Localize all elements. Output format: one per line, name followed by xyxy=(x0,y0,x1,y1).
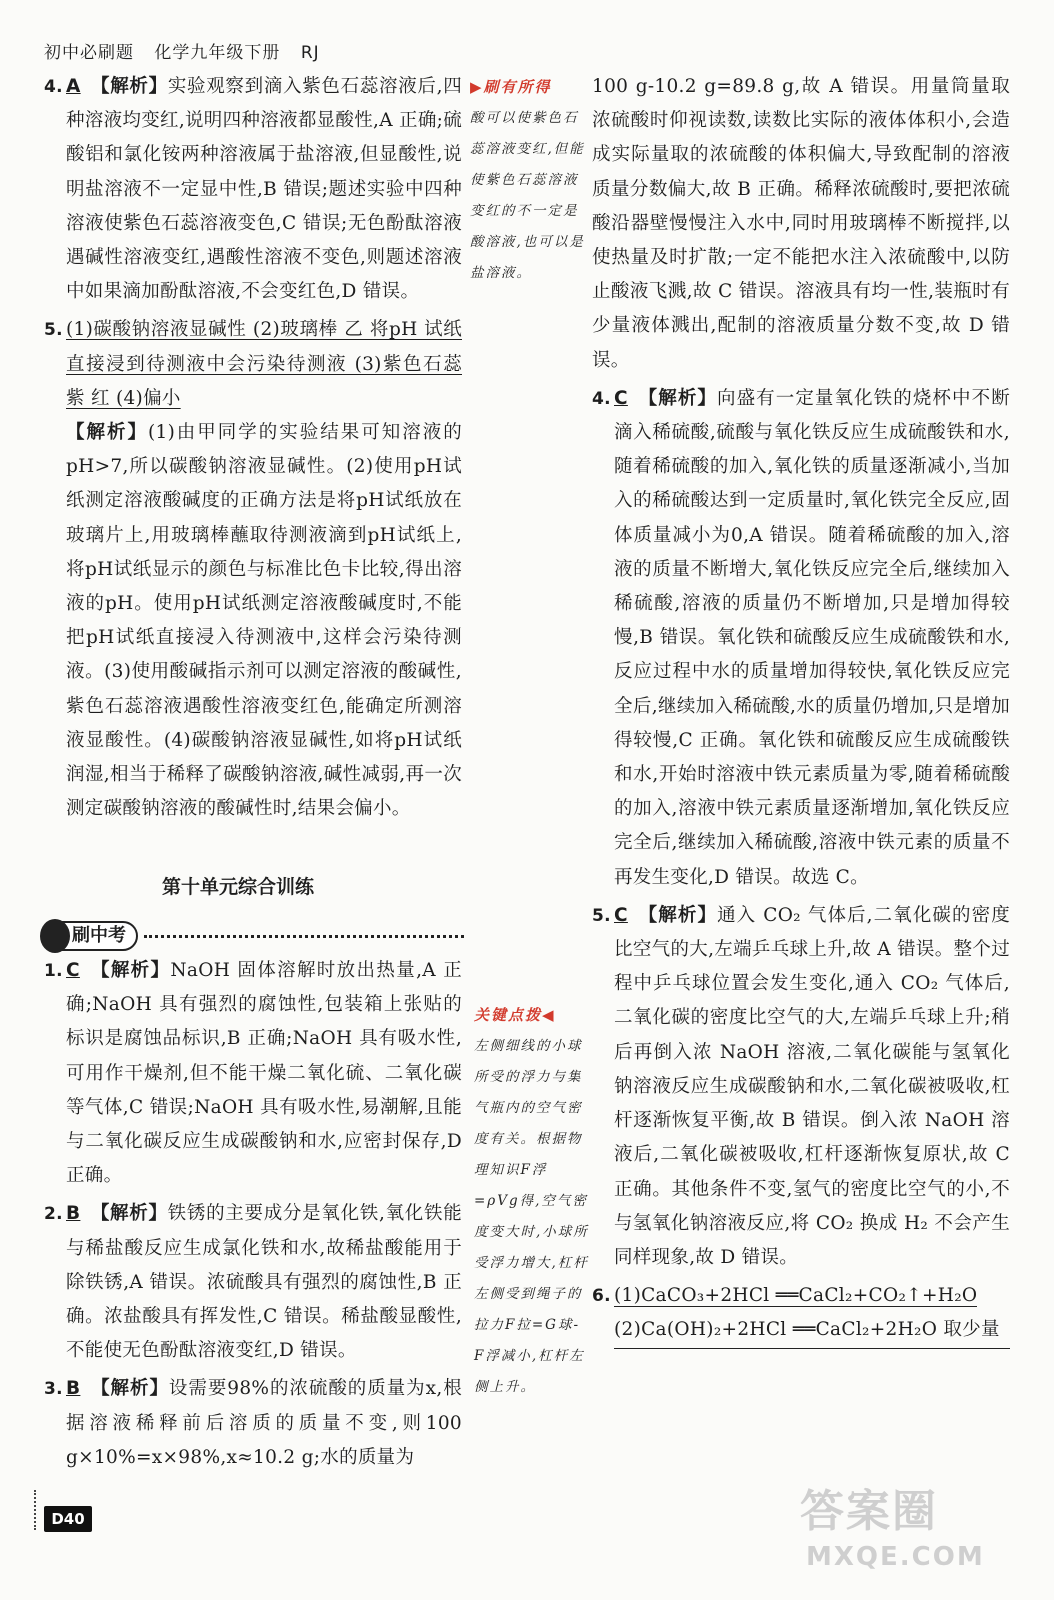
corner-mark xyxy=(34,1490,44,1530)
item-answer: A xyxy=(66,76,81,97)
left-column-lower xyxy=(44,954,462,1475)
brush-icon xyxy=(40,919,70,953)
note-title: 关键点拨◀ xyxy=(474,1006,556,1024)
answer-item-5-analysis xyxy=(44,416,462,826)
item-number: 4. xyxy=(44,77,63,97)
answer-item-z3-continued: 100 g-10.2 g=89.8 g,故 A 错误。用量筒量取浓硫酸时仰视读数,读数比实际的液体体积小,会造成实际量取的浓硫酸的体积偏大,导致配制的溶液质量分数偏大,故 B 正确。稀释浓硫酸时,要把浓硫酸沿器壁慢慢注入水中,同时用玻璃棒不断搅拌,以使热量及时扩散;一定不能把水注入浓硫酸中,以防止酸液飞溅,故 C 错误。溶液具有均一性,装瓶时有少量液体溅出,配制的溶液质量分数不变,故 D 错误。 xyxy=(592,76,1010,371)
item-answer: (1)碳酸钠溶液显碱性 (2)玻璃棒 乙 将pH 试纸直接浸到待测液中会污染待测液 (3)紫色石蕊 紫 红 (4)偏小 xyxy=(66,319,462,409)
analysis-tag: 【解析】 xyxy=(90,1203,168,1225)
item-text: 向盛有一定量氧化铁的烧杯中不断滴入稀硫酸,硫酸与氧化铁反应生成硫酸铁和水,随着稀硫酸的加入,氧化铁的质量逐渐减小,当加入的稀硫酸达到一定质量时,氧化铁完全反应,固体质量减小为0,A 错误。随着稀硫酸的加入,溶液的质量不断增大,氧化铁反应完全后,继续加入稀硫酸,溶液的质量仍不断增加,只是增加得较慢,B 错误。氧化铁和硫酸反应生成硫酸铁和水,反应过程中水的质量增加得较快,氧化铁反应完全后,继续加入稀硫酸,水的质量仍增加,只是增加得较慢,C 正确。氧化铁和硫酸反应生成硫酸铁和水,开始时溶液中铁元素质量为零,随着稀硫酸的加入,溶液中铁元素质量逐渐增加,氧化铁反应完全后,继续加入稀硫酸,溶液中铁元素的质量不再发生变化,D 错误。故选 C。 xyxy=(614,387,1010,888)
analysis-tag: 【解析】 xyxy=(66,422,148,444)
section-badge xyxy=(44,921,138,951)
edition-label: RJ xyxy=(300,43,320,63)
note-title: ▶刷有所得 xyxy=(470,78,552,96)
answer-item-4 xyxy=(44,70,462,309)
answer-item-z5 xyxy=(592,899,1010,1275)
book-title: 初中必刷题 xyxy=(44,43,134,63)
item-number: 5. xyxy=(592,905,611,926)
item-text: 通入 CO₂ 气体后,二氧化碳的密度比空气的大,左端乒乓球上升,故 A 错误。整个过程中乒乓球位置会发生变化,通入 CO₂ 气体后,二氧化碳的密度比空气的大,左端乒乓球上升;稍后再倒入浓 NaOH 溶液,二氧化碳能与氢氧化钠溶液反应生成碳酸钠和水,二氧化碳被吸收,杠杆逐渐恢复平衡,故 B 错误。倒入浓 NaOH 溶液后,二氧化碳被吸收,杠杆逐渐恢复原状,故 C 正确。其他条件不变,氢气的密度比空气的小,不与氢氧化钠溶液反应,将 CO₂ 换成 H₂ 不会产生同样现象,故 D 错误。 xyxy=(614,904,1011,1268)
item-text: (1)由甲同学的实验结果可知溶液的pH>7,所以碳酸钠溶液显碱性。(2)使用pH试纸测定溶液酸碱度的正确方法是将pH试纸放在玻璃片上,用玻璃棒蘸取待测液滴到pH试纸上,将pH试纸显示的颜色与标准比色卡比较,得出溶液的pH。使用pH试纸测定溶液酸碱度时,不能把pH试纸直接浸入待测液中,这样会污染待测液。(3)使用酸碱指示剂可以测定溶液的酸碱性,紫色石蕊溶液遇酸性溶液变红色,能确定所测溶液显酸性。(4)碳酸钠溶液显碱性,如将pH试纸润湿,相当于稀释了碳酸钠溶液,碱性减弱,再一次测定碳酸钠溶液的酸碱性时,结果会偏小。 xyxy=(66,422,463,820)
analysis-tag: 【解析】 xyxy=(90,1378,169,1400)
answer-item-z4 xyxy=(592,382,1010,895)
item-number: 4. xyxy=(592,388,611,409)
item-number: 2. xyxy=(44,1204,63,1225)
section-badge-label: 刷中考 xyxy=(72,925,126,946)
answer-item-z6-line2 xyxy=(592,1313,1010,1348)
watermark-url: MXQE.COM xyxy=(806,1542,985,1572)
answer-item-z2 xyxy=(44,1197,462,1368)
equation-1: (1)CaCO₃+2HCl ══CaCl₂+CO₂↑+H₂O xyxy=(614,1285,978,1307)
dotted-divider xyxy=(144,935,464,938)
answer-item-z1 xyxy=(44,954,462,1193)
analysis-tag: 【解析】 xyxy=(637,387,718,409)
item-answer: B xyxy=(66,1378,81,1400)
analysis-tag: 【解析】 xyxy=(90,76,168,97)
answer-item-5 xyxy=(44,313,462,416)
item-text: 实验观察到滴入紫色石蕊溶液后,四种溶液均变红,说明四种溶液都显酸性,A 正确;硫酸铝和氯化铵两种溶液属于盐溶液,但显酸性,说明盐溶液不一定显中性,B 错误;题述实验中四种溶液使紫色石蕊溶液变色,C 错误;无色酚酞溶液遇碱性溶液变红,遇酸性溶液不变色,则题述溶液中如果滴加酚酞溶液,不会变红色,D 错误。 xyxy=(66,76,462,303)
item-text: NaOH 固体溶解时放出热量,A 正确;NaOH 具有强烈的腐蚀性,包装箱上张贴的标识是腐蚀品标识,B 正确;NaOH 具有吸水性,可用作干燥剂,但不能干燥二氧化硫、二氧化碳等气体,C 错误;NaOH 具有吸水性,易潮解,且能与二氧化碳反应生成碳酸钠和水,应密封保存,D 正确。 xyxy=(66,960,463,1187)
item-number: 6. xyxy=(592,1286,611,1307)
running-header xyxy=(44,38,334,63)
right-column xyxy=(592,70,1010,1349)
side-note-insight xyxy=(470,72,586,289)
answer-item-z6 xyxy=(592,1279,1010,1313)
left-column xyxy=(44,70,462,826)
item-text: 设需要98%的浓硫酸的质量为x,根据溶液稀释前后溶质的质量不变,则100 g×10%=x×98%,x≈10.2 g;水的质量为 xyxy=(66,1378,462,1468)
item-answer: B xyxy=(66,1203,81,1225)
item-answer: C xyxy=(614,387,628,409)
side-note-key-point xyxy=(474,1000,590,1403)
section-title: 第十单元综合训练 xyxy=(162,876,315,898)
subject-title: 化学九年级下册 xyxy=(154,43,281,63)
page-number: D40 xyxy=(44,1506,92,1532)
item-number: 3. xyxy=(44,1379,63,1400)
item-number: 1. xyxy=(44,961,63,981)
item-number: 5. xyxy=(44,320,63,341)
item-answer: C xyxy=(614,904,628,926)
section-badge-row xyxy=(44,918,464,954)
note-text: 酸可以使紫色石蕊溶液变红,但能使紫色石蕊溶液变红的不一定是酸溶液,也可以是盐溶液。 xyxy=(470,110,585,281)
answer-item-z3 xyxy=(44,1372,462,1475)
analysis-tag: 【解析】 xyxy=(89,960,171,981)
note-text: 左侧细线的小球所受的浮力与集气瓶内的空气密度有关。根据物理知识F浮=ρVg得,空气密度变大时,小球所受浮力增大,杠杆左侧受到绳子的拉力F拉=G球-F浮减小,杠杆左侧上升。 xyxy=(474,1038,589,1395)
item-text: 铁锈的主要成分是氧化铁,氧化铁能与稀盐酸反应生成氯化铁和水,故稀盐酸能用于除铁锈,A 错误。浓硫酸具有强烈的腐蚀性,B 正确。浓盐酸具有挥发性,C 错误。稀盐酸显酸性,不能使无色酚酞溶液变红,D 错误。 xyxy=(66,1203,463,1362)
equation-2: (2)Ca(OH)₂+2HCl ══CaCl₂+2H₂O 取少量 xyxy=(614,1313,1010,1348)
analysis-tag: 【解析】 xyxy=(637,904,718,926)
watermark-logo: 答案圈 xyxy=(800,1486,938,1537)
item-answer: C xyxy=(66,960,80,981)
